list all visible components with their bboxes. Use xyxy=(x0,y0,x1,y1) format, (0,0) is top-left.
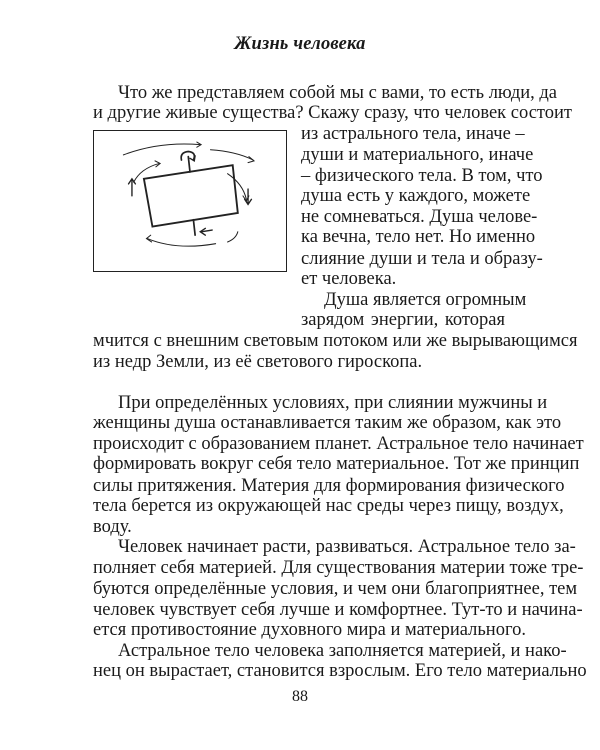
text-line: Человек начинает расти, развиваться. Астральное тело за- xyxy=(118,537,576,557)
text-line: зарядом энергии, которая xyxy=(301,310,505,330)
text-line: Астральное тело человека заполняется материей, и нако- xyxy=(118,641,567,661)
text-line: При определённых условиях, при слиянии мужчины и xyxy=(118,393,548,413)
gyroscope-diagram-icon xyxy=(94,131,286,271)
text-line: – физического тела. В том, что xyxy=(301,166,543,186)
text-line: из астрального тела, иначе – xyxy=(301,124,525,144)
text-line: женщины душа останавливается таким же образом, как это xyxy=(93,413,562,433)
text-line: и другие живые существа? Скажу сразу, что человек состоит xyxy=(93,103,573,123)
text-line: души и материального, иначе xyxy=(301,145,534,165)
text-line: не сомневаться. Душа челове- xyxy=(301,207,538,227)
text-line: Душа является огромным xyxy=(324,290,527,310)
text-line: нец он вырастает, становится взрослым. Его тело материально xyxy=(93,661,587,681)
text-line: воду. xyxy=(93,517,132,537)
text-line: человек чувствует себя лучше и комфортнее. Тут-то и начина- xyxy=(93,600,583,620)
text-line: полняет себя материей. Для существования материи тоже тре- xyxy=(93,558,584,578)
gyroscope-diagram xyxy=(93,130,287,272)
text-line: душа есть у каждого, можете xyxy=(301,186,531,206)
text-line: ка вечна, тело нет. Но именно xyxy=(301,227,536,247)
text-line: слияние души и тела и образу- xyxy=(301,249,543,269)
text-line: формировать вокруг себя тело материальное. Тот же принцип xyxy=(93,454,580,474)
chapter-title: Жизнь человека xyxy=(234,34,366,54)
text-line: происходит с образованием планет. Астральное тело начинает xyxy=(93,434,584,454)
text-line: тела берется из окружающей нас среды через пищу, воздух, xyxy=(93,496,564,516)
text-line: ется противостояние духовного мира и материального. xyxy=(93,620,526,640)
text-line: из недр Земли, из её светового гироскопа. xyxy=(93,352,423,372)
text-line: буются определённые условия, и чем они благоприятнее, тем xyxy=(93,579,578,599)
page-number: 88 xyxy=(292,688,308,705)
text-line: ет человека. xyxy=(301,269,397,289)
text-line: силы притяжения. Материя для формирования физического xyxy=(93,476,565,496)
text-line: мчится с внешним световым потоком или же вырывающимся xyxy=(93,331,578,351)
text-line: Что же представляем собой мы с вами, то есть люди, да xyxy=(118,83,558,103)
